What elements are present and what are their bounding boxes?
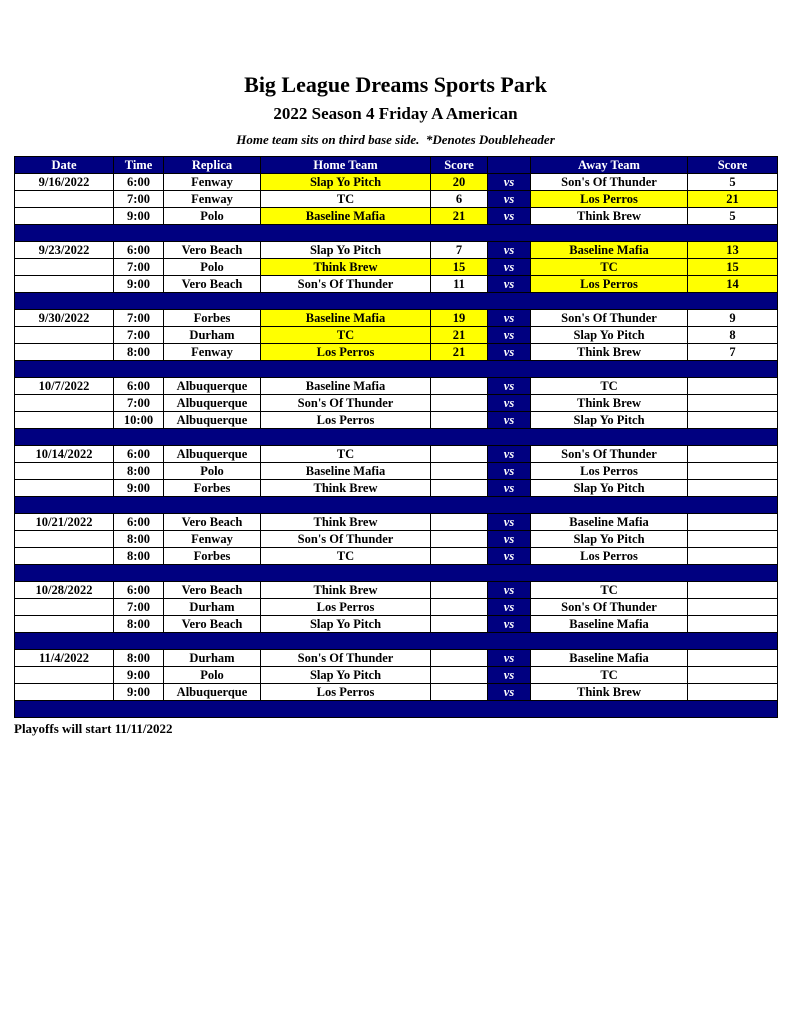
home-score-cell: 21 xyxy=(431,344,488,361)
col-header-time: Time xyxy=(114,157,164,174)
col-header-home-score: Score xyxy=(431,157,488,174)
home-team-cell: Los Perros xyxy=(261,684,431,701)
replica-cell: Albuquerque xyxy=(164,446,261,463)
time-cell: 7:00 xyxy=(114,395,164,412)
game-row xyxy=(15,684,778,701)
game-row xyxy=(15,259,778,276)
schedule-table-body xyxy=(15,174,778,718)
vs-cell: vs xyxy=(488,548,531,565)
away-score-cell xyxy=(688,446,778,463)
away-score-cell: 21 xyxy=(688,191,778,208)
away-team-cell: Son's Of Thunder xyxy=(531,599,688,616)
away-score-cell: 7 xyxy=(688,344,778,361)
game-row xyxy=(15,208,778,225)
game-row xyxy=(15,667,778,684)
home-score-cell xyxy=(431,446,488,463)
home-score-cell xyxy=(431,378,488,395)
home-team-cell: Think Brew xyxy=(261,514,431,531)
away-score-cell xyxy=(688,514,778,531)
game-row xyxy=(15,616,778,633)
time-cell: 8:00 xyxy=(114,344,164,361)
away-team-cell: Son's Of Thunder xyxy=(531,310,688,327)
away-score-cell xyxy=(688,582,778,599)
game-row xyxy=(15,174,778,191)
home-score-cell xyxy=(431,531,488,548)
away-team-cell: Slap Yo Pitch xyxy=(531,412,688,429)
away-team-cell: TC xyxy=(531,378,688,395)
away-team-cell: Los Perros xyxy=(531,463,688,480)
replica-cell: Durham xyxy=(164,327,261,344)
away-score-cell xyxy=(688,378,778,395)
time-cell: 9:00 xyxy=(114,684,164,701)
home-score-cell: 19 xyxy=(431,310,488,327)
time-cell: 8:00 xyxy=(114,463,164,480)
vs-cell: vs xyxy=(488,259,531,276)
away-score-cell: 15 xyxy=(688,259,778,276)
home-score-cell xyxy=(431,463,488,480)
group-separator-row xyxy=(15,701,778,718)
date-cell xyxy=(15,259,114,276)
col-header-away-team: Away Team xyxy=(531,157,688,174)
vs-cell: vs xyxy=(488,191,531,208)
away-team-cell: Slap Yo Pitch xyxy=(531,531,688,548)
home-score-cell xyxy=(431,412,488,429)
replica-cell: Vero Beach xyxy=(164,582,261,599)
game-row xyxy=(15,344,778,361)
home-team-cell: Son's Of Thunder xyxy=(261,276,431,293)
away-team-cell: Baseline Mafia xyxy=(531,242,688,259)
date-cell xyxy=(15,327,114,344)
time-cell: 6:00 xyxy=(114,582,164,599)
game-row xyxy=(15,650,778,667)
time-cell: 6:00 xyxy=(114,514,164,531)
home-score-cell: 11 xyxy=(431,276,488,293)
home-team-cell: TC xyxy=(261,446,431,463)
time-cell: 6:00 xyxy=(114,378,164,395)
vs-cell: vs xyxy=(488,242,531,259)
group-separator-row xyxy=(15,633,778,650)
home-score-cell xyxy=(431,616,488,633)
home-team-cell: Son's Of Thunder xyxy=(261,531,431,548)
away-team-cell: TC xyxy=(531,582,688,599)
time-cell: 6:00 xyxy=(114,242,164,259)
home-score-cell xyxy=(431,514,488,531)
vs-cell: vs xyxy=(488,582,531,599)
replica-cell: Albuquerque xyxy=(164,412,261,429)
game-row xyxy=(15,327,778,344)
time-cell: 7:00 xyxy=(114,310,164,327)
date-cell xyxy=(15,191,114,208)
replica-cell: Polo xyxy=(164,259,261,276)
home-team-cell: Baseline Mafia xyxy=(261,208,431,225)
home-team-cell: Think Brew xyxy=(261,582,431,599)
replica-cell: Fenway xyxy=(164,531,261,548)
away-team-cell: Los Perros xyxy=(531,191,688,208)
group-separator-row xyxy=(15,293,778,310)
game-row xyxy=(15,531,778,548)
date-cell xyxy=(15,531,114,548)
game-row xyxy=(15,599,778,616)
home-score-cell: 6 xyxy=(431,191,488,208)
date-cell xyxy=(15,684,114,701)
vs-cell: vs xyxy=(488,446,531,463)
home-team-cell: TC xyxy=(261,327,431,344)
away-score-cell xyxy=(688,616,778,633)
vs-cell: vs xyxy=(488,378,531,395)
group-separator-band xyxy=(15,497,778,514)
time-cell: 9:00 xyxy=(114,667,164,684)
away-team-cell: Son's Of Thunder xyxy=(531,446,688,463)
away-score-cell xyxy=(688,531,778,548)
col-header-away-score: Score xyxy=(688,157,778,174)
date-cell: 10/28/2022 xyxy=(15,582,114,599)
group-separator-band xyxy=(15,633,778,650)
replica-cell: Durham xyxy=(164,650,261,667)
home-team-cell: Slap Yo Pitch xyxy=(261,242,431,259)
time-cell: 6:00 xyxy=(114,446,164,463)
home-score-cell: 15 xyxy=(431,259,488,276)
home-team-cell: TC xyxy=(261,548,431,565)
vs-cell: vs xyxy=(488,650,531,667)
game-row xyxy=(15,412,778,429)
time-cell: 8:00 xyxy=(114,650,164,667)
page-title: Big League Dreams Sports Park xyxy=(244,72,547,97)
time-cell: 6:00 xyxy=(114,174,164,191)
replica-cell: Albuquerque xyxy=(164,378,261,395)
playoffs-note: Playoffs will start 11/11/2022 xyxy=(14,721,173,736)
date-cell xyxy=(15,548,114,565)
home-team-cell: Slap Yo Pitch xyxy=(261,174,431,191)
away-team-cell: Think Brew xyxy=(531,208,688,225)
time-cell: 7:00 xyxy=(114,327,164,344)
date-cell xyxy=(15,344,114,361)
schedule-table xyxy=(14,156,778,718)
game-row xyxy=(15,463,778,480)
home-team-cell: Los Perros xyxy=(261,599,431,616)
date-cell xyxy=(15,412,114,429)
away-score-cell xyxy=(688,395,778,412)
vs-cell: vs xyxy=(488,599,531,616)
replica-cell: Vero Beach xyxy=(164,616,261,633)
away-score-cell xyxy=(688,548,778,565)
date-cell xyxy=(15,616,114,633)
away-score-cell: 8 xyxy=(688,327,778,344)
away-team-cell: Think Brew xyxy=(531,684,688,701)
group-separator-row xyxy=(15,361,778,378)
away-team-cell: Think Brew xyxy=(531,344,688,361)
date-cell: 10/14/2022 xyxy=(15,446,114,463)
away-score-cell xyxy=(688,599,778,616)
home-score-cell: 21 xyxy=(431,208,488,225)
replica-cell: Durham xyxy=(164,599,261,616)
away-team-cell: Think Brew xyxy=(531,395,688,412)
replica-cell: Fenway xyxy=(164,344,261,361)
away-score-cell xyxy=(688,412,778,429)
game-row xyxy=(15,395,778,412)
away-team-cell: Los Perros xyxy=(531,276,688,293)
col-header-replica: Replica xyxy=(164,157,261,174)
game-row xyxy=(15,242,778,259)
away-team-cell: Baseline Mafia xyxy=(531,616,688,633)
date-cell xyxy=(15,480,114,497)
vs-cell: vs xyxy=(488,616,531,633)
away-score-cell: 14 xyxy=(688,276,778,293)
away-team-cell: TC xyxy=(531,667,688,684)
vs-cell: vs xyxy=(488,174,531,191)
away-score-cell xyxy=(688,684,778,701)
home-score-cell xyxy=(431,599,488,616)
group-separator-band xyxy=(15,361,778,378)
time-cell: 8:00 xyxy=(114,616,164,633)
date-cell: 10/7/2022 xyxy=(15,378,114,395)
away-score-cell xyxy=(688,667,778,684)
time-cell: 8:00 xyxy=(114,531,164,548)
replica-cell: Albuquerque xyxy=(164,395,261,412)
replica-cell: Forbes xyxy=(164,310,261,327)
home-score-cell: 20 xyxy=(431,174,488,191)
home-team-cell: Baseline Mafia xyxy=(261,310,431,327)
vs-cell: vs xyxy=(488,667,531,684)
game-row xyxy=(15,446,778,463)
time-cell: 7:00 xyxy=(114,259,164,276)
date-cell: 9/23/2022 xyxy=(15,242,114,259)
date-cell: 11/4/2022 xyxy=(15,650,114,667)
page-subtitle: 2022 Season 4 Friday A American xyxy=(273,104,518,123)
vs-cell: vs xyxy=(488,514,531,531)
home-team-cell: Think Brew xyxy=(261,259,431,276)
replica-cell: Fenway xyxy=(164,174,261,191)
time-cell: 7:00 xyxy=(114,191,164,208)
table-header-row xyxy=(15,157,778,174)
date-cell: 9/16/2022 xyxy=(15,174,114,191)
date-cell xyxy=(15,395,114,412)
time-cell: 8:00 xyxy=(114,548,164,565)
time-cell: 9:00 xyxy=(114,208,164,225)
home-score-cell: 7 xyxy=(431,242,488,259)
group-separator-band xyxy=(15,429,778,446)
group-separator-band xyxy=(15,225,778,242)
replica-cell: Vero Beach xyxy=(164,514,261,531)
game-row xyxy=(15,514,778,531)
home-score-cell xyxy=(431,582,488,599)
home-team-cell: Son's Of Thunder xyxy=(261,395,431,412)
date-cell xyxy=(15,667,114,684)
vs-cell: vs xyxy=(488,327,531,344)
game-row xyxy=(15,310,778,327)
vs-cell: vs xyxy=(488,412,531,429)
game-row xyxy=(15,276,778,293)
away-score-cell: 5 xyxy=(688,208,778,225)
date-cell xyxy=(15,276,114,293)
replica-cell: Vero Beach xyxy=(164,276,261,293)
away-team-cell: Baseline Mafia xyxy=(531,650,688,667)
col-header-home-team: Home Team xyxy=(261,157,431,174)
away-team-cell: TC xyxy=(531,259,688,276)
home-score-cell xyxy=(431,684,488,701)
vs-cell: vs xyxy=(488,463,531,480)
date-cell xyxy=(15,208,114,225)
group-separator-row xyxy=(15,497,778,514)
home-score-cell xyxy=(431,548,488,565)
away-score-cell xyxy=(688,480,778,497)
away-team-cell: Son's Of Thunder xyxy=(531,174,688,191)
date-cell xyxy=(15,599,114,616)
home-team-cell: Son's Of Thunder xyxy=(261,650,431,667)
time-cell: 7:00 xyxy=(114,599,164,616)
group-separator-band xyxy=(15,701,778,718)
time-cell: 10:00 xyxy=(114,412,164,429)
game-row xyxy=(15,548,778,565)
vs-cell: vs xyxy=(488,208,531,225)
home-score-cell xyxy=(431,667,488,684)
home-team-cell: Los Perros xyxy=(261,412,431,429)
group-separator-row xyxy=(15,225,778,242)
vs-cell: vs xyxy=(488,531,531,548)
away-team-cell: Slap Yo Pitch xyxy=(531,480,688,497)
home-team-cell: Slap Yo Pitch xyxy=(261,616,431,633)
away-score-cell: 9 xyxy=(688,310,778,327)
replica-cell: Polo xyxy=(164,208,261,225)
home-team-cell: TC xyxy=(261,191,431,208)
home-team-cell: Slap Yo Pitch xyxy=(261,667,431,684)
vs-cell: vs xyxy=(488,276,531,293)
col-header-vs xyxy=(488,157,531,174)
replica-cell: Polo xyxy=(164,463,261,480)
vs-cell: vs xyxy=(488,480,531,497)
replica-cell: Forbes xyxy=(164,548,261,565)
home-team-note: Home team sits on third base side. *Denotes Doubleheader xyxy=(236,132,555,147)
group-separator-row xyxy=(15,429,778,446)
vs-cell: vs xyxy=(488,344,531,361)
game-row xyxy=(15,582,778,599)
game-row xyxy=(15,480,778,497)
game-row xyxy=(15,191,778,208)
away-team-cell: Slap Yo Pitch xyxy=(531,327,688,344)
replica-cell: Forbes xyxy=(164,480,261,497)
home-score-cell xyxy=(431,480,488,497)
vs-cell: vs xyxy=(488,395,531,412)
date-cell: 10/21/2022 xyxy=(15,514,114,531)
away-score-cell: 13 xyxy=(688,242,778,259)
col-header-date: Date xyxy=(15,157,114,174)
home-score-cell xyxy=(431,650,488,667)
replica-cell: Albuquerque xyxy=(164,684,261,701)
vs-cell: vs xyxy=(488,684,531,701)
replica-cell: Vero Beach xyxy=(164,242,261,259)
home-score-cell xyxy=(431,395,488,412)
home-score-cell: 21 xyxy=(431,327,488,344)
home-team-cell: Los Perros xyxy=(261,344,431,361)
group-separator-band xyxy=(15,565,778,582)
away-score-cell xyxy=(688,650,778,667)
date-cell: 9/30/2022 xyxy=(15,310,114,327)
home-team-cell: Think Brew xyxy=(261,480,431,497)
away-score-cell xyxy=(688,463,778,480)
game-row xyxy=(15,378,778,395)
replica-cell: Fenway xyxy=(164,191,261,208)
replica-cell: Polo xyxy=(164,667,261,684)
away-team-cell: Los Perros xyxy=(531,548,688,565)
time-cell: 9:00 xyxy=(114,276,164,293)
home-team-cell: Baseline Mafia xyxy=(261,378,431,395)
home-team-cell: Baseline Mafia xyxy=(261,463,431,480)
away-score-cell: 5 xyxy=(688,174,778,191)
vs-cell: vs xyxy=(488,310,531,327)
away-team-cell: Baseline Mafia xyxy=(531,514,688,531)
group-separator-band xyxy=(15,293,778,310)
time-cell: 9:00 xyxy=(114,480,164,497)
group-separator-row xyxy=(15,565,778,582)
date-cell xyxy=(15,463,114,480)
